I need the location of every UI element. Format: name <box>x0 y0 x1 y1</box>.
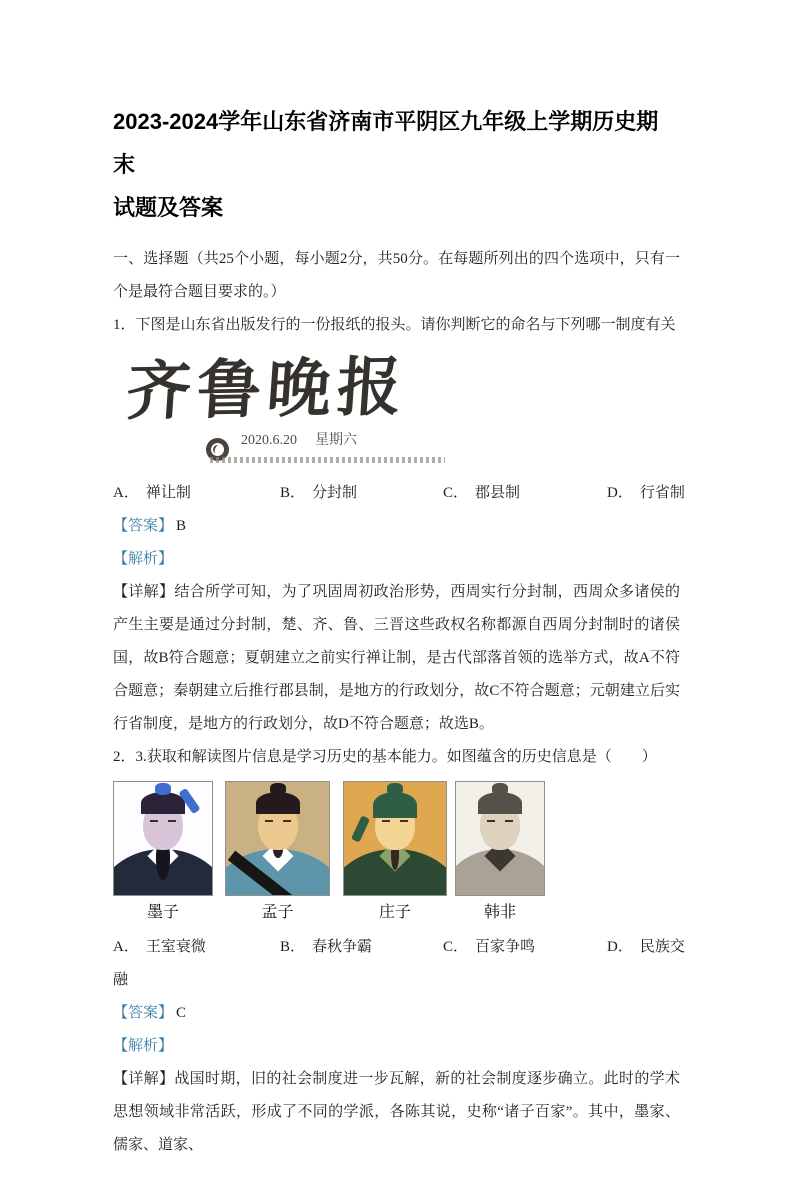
portrait-hanfei-image <box>455 781 545 896</box>
question-2-options <box>113 931 685 964</box>
document-title <box>113 100 680 229</box>
question-2-option-c <box>443 931 607 964</box>
answer-label: 【答案】 <box>113 1005 174 1021</box>
portrait-label: 庄子 <box>378 904 411 921</box>
newspaper-masthead-title: 齐鲁晚报 <box>124 351 410 428</box>
portrait-zhuangzi <box>343 781 447 925</box>
portrait-label: 墨子 <box>146 904 179 921</box>
option-label: C． <box>443 485 469 501</box>
ribbon-shape <box>351 815 370 842</box>
question-2-analysis-line <box>113 1030 680 1063</box>
option-text: 分封制 <box>312 485 358 501</box>
option-text: 春秋争霸 <box>312 939 373 955</box>
question-1-option-d <box>607 477 685 510</box>
question-2-option-a <box>113 931 280 964</box>
option-text: 郡县制 <box>475 485 521 501</box>
option-text: 民族交 <box>639 939 685 955</box>
document-title-line-1: 2023-2024学年山东省济南市平阴区九年级上学期历史期末 <box>113 109 659 177</box>
question-2-answer-value: C <box>176 1005 187 1021</box>
question-2-answer-line <box>113 997 680 1030</box>
hair-shape <box>256 792 300 814</box>
answer-label: 【答案】 <box>113 518 174 534</box>
question-1-options <box>113 477 685 510</box>
newspaper-fineprint-text <box>210 457 445 463</box>
option-label: B． <box>280 939 306 955</box>
option-text: 行省制 <box>639 485 685 501</box>
newspaper-masthead-image <box>113 347 458 475</box>
question-2-stem: 2．3.获取和解读图片信息是学习历史的基本能力。如图蕴含的历史信息是（ ） <box>113 749 657 765</box>
option-text: 禅让制 <box>145 485 191 501</box>
option-text: 王室衰微 <box>145 939 206 955</box>
question-1-detail: 【详解】结合所学可知，为了巩固周初政治形势，西周实行分封制，西周众多诸侯的产生主要是通过分封制，楚、齐、鲁、三晋这些政权名称都源自西周分封制时的诸侯国，故B符合题意；夏朝建立之前实行禅让制，是古代部落首领的选举方式，故A不符合题意；秦朝建立后推行郡县制，是地方的行政划分，故C不符合题意；元朝建立后实行省制度，是地方的行政划分，故D不符合题意；故选B。 <box>113 584 680 732</box>
option-label: D． <box>607 485 633 501</box>
analysis-label: 【解析】 <box>113 551 174 567</box>
question-1-option-c <box>443 477 607 510</box>
question-1-option-a <box>113 477 280 510</box>
newspaper-weekday: 星期六 <box>315 433 357 448</box>
question-2-detail: 【详解】战国时期，旧的社会制度进一步瓦解，新的社会制度逐步确立。此时的学术思想领域非常活跃，形成了不同的学派，各陈其说，史称“诸子百家”。其中，墨家、儒家、道家、 <box>113 1071 680 1153</box>
option-label: C． <box>443 939 469 955</box>
analysis-label: 【解析】 <box>113 1038 174 1054</box>
question-1-stem: 1．下图是山东省出版发行的一份报纸的报头。请你判断它的命名与下列哪一制度有关 <box>113 317 676 333</box>
question-2-option-d <box>607 931 685 964</box>
option-label: B． <box>280 485 306 501</box>
option-label: D． <box>607 939 633 955</box>
topknot-shape <box>155 783 171 795</box>
option-text: 百家争鸣 <box>475 939 536 955</box>
question-2-option-b <box>280 931 443 964</box>
question-1-option-b <box>280 477 443 510</box>
portrait-label: 韩非 <box>483 904 516 921</box>
question-1-analysis-line <box>113 543 680 576</box>
topknot-shape <box>492 783 508 795</box>
portrait-zhuangzi-image <box>343 781 447 896</box>
newspaper-date-value: 2020.6.20 <box>241 433 297 448</box>
portrait-label: 孟子 <box>261 904 294 921</box>
portrait-mozi-image <box>113 781 213 896</box>
newspaper-date <box>241 431 357 451</box>
portrait-mengzi <box>225 781 330 925</box>
topknot-shape <box>270 783 286 795</box>
hair-shape <box>478 792 522 814</box>
topknot-shape <box>387 783 403 795</box>
headwrap-shape <box>373 792 417 818</box>
portrait-mozi <box>113 781 213 925</box>
document-title-line-2: 试题及答案 <box>113 195 224 220</box>
section-intro: 一、选择题（共25个小题，每小题2分，共50分。在每题所列出的四个选项中，只有一个是最符合题目要求的。） <box>113 251 680 300</box>
hair-shape <box>141 792 185 814</box>
portrait-mengzi-image <box>225 781 330 896</box>
question-1-answer-value: B <box>176 518 187 534</box>
option-label: A． <box>113 485 139 501</box>
question-1-answer-line <box>113 510 680 543</box>
portrait-hanfei <box>455 781 545 925</box>
option-label: A． <box>113 939 139 955</box>
philosopher-portraits-figure <box>113 781 680 931</box>
question-2-option-d-wrap: 融 <box>113 972 129 988</box>
